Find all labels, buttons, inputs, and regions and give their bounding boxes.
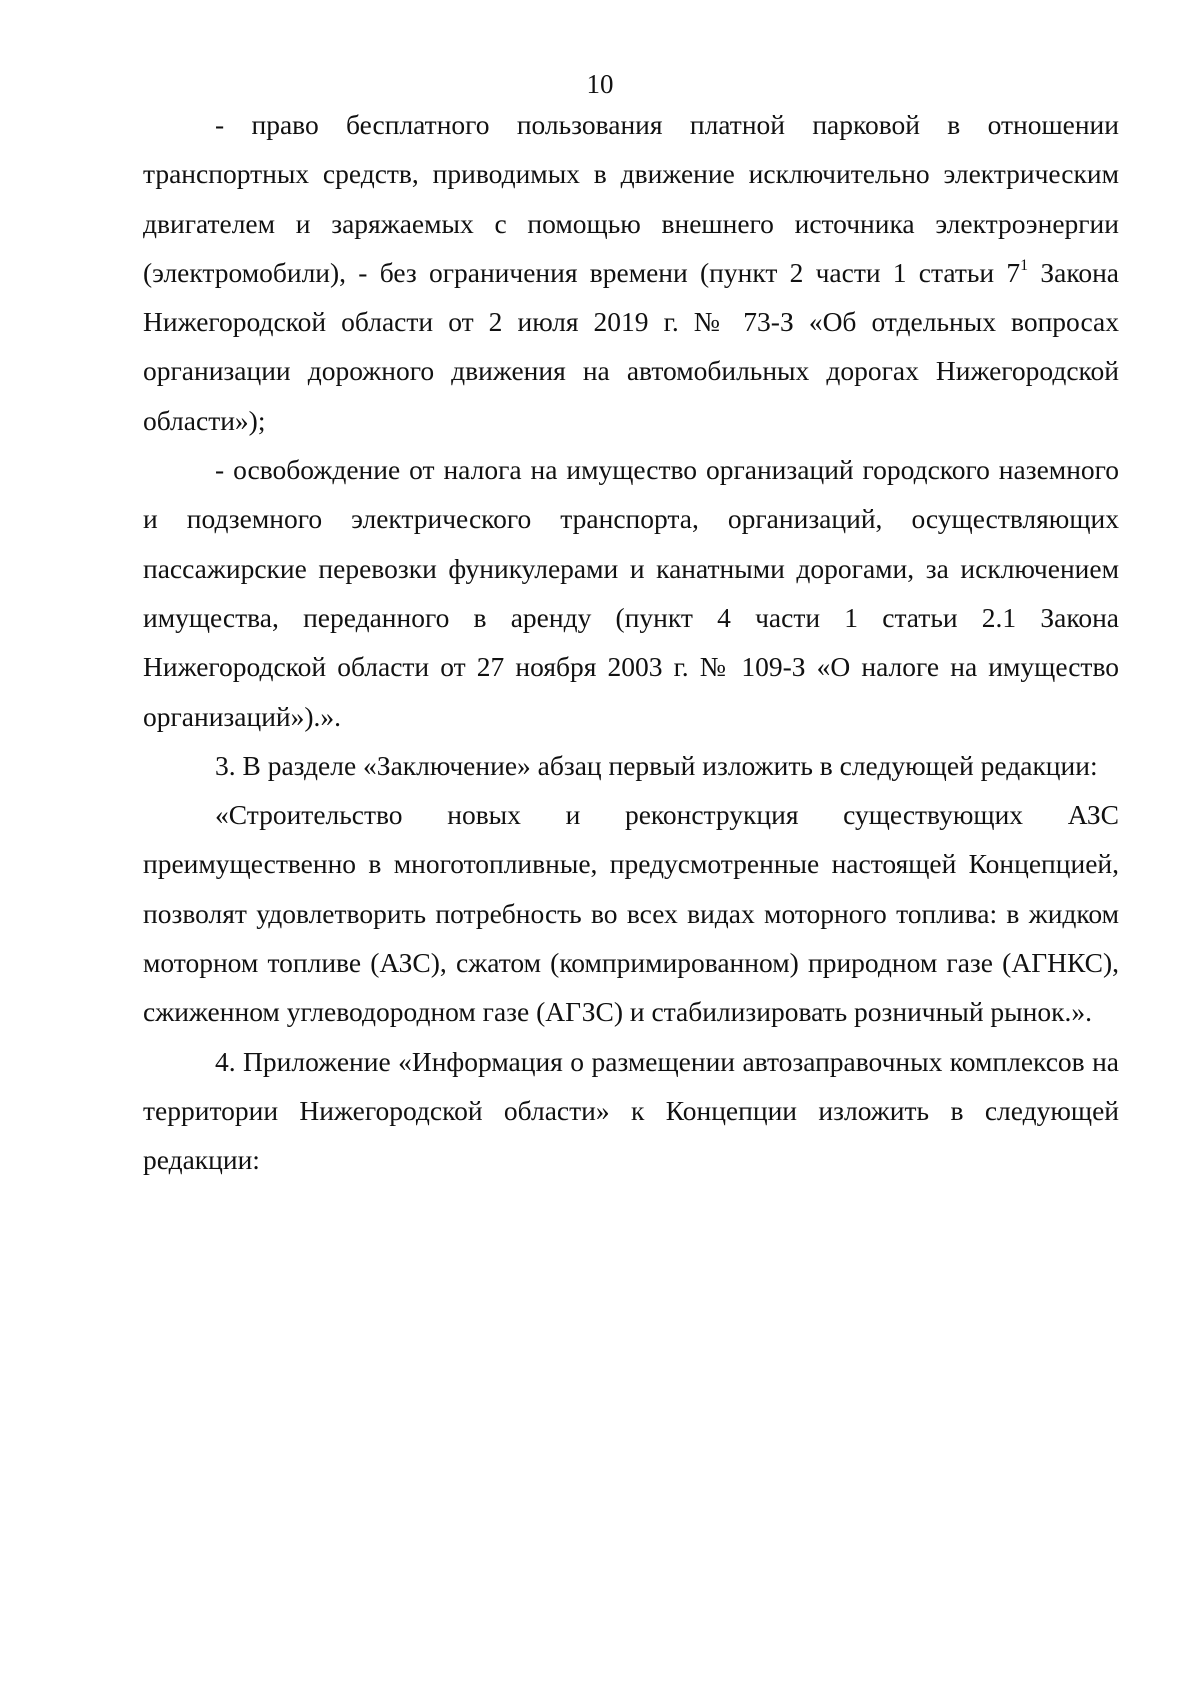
paragraph-conclusion-amendment: 3. В разделе «Заключение» абзац первый изложить в следующей редакции: xyxy=(215,749,1098,781)
paragraph-parking-benefit-text: - право бесплатного пользования платной парковой в отношении транспортных средств, приводимых в движение исключительно электрическим двигателем и заряжаемых с помощью внешнего источника электроэнергии (электромобили), - без ограничения времени (пункт 2 части 1 статьи 7 xyxy=(143,109,1119,288)
paragraph-conclusion-text: «Строительство новых и реконструкция существующих АЗС преимущественно в многотопливные, предусмотренные настоящей Концепцией, позволят удовлетворить потребность во всех видах моторного топлива: в жидком моторном топливе (АЗС), сжатом (компримированном) природном газе (АГНКС), сжиженном углеводородном газе (АГЗС) и стабилизировать розничный рынок.». xyxy=(143,799,1119,1028)
page-number: 10 xyxy=(586,69,614,99)
paragraph-appendix-amendment: 4. Приложение «Информация о размещении автозаправочных комплексов на территории Нижегородской области» к Концепции изложить в следующей редакции: xyxy=(143,1045,1119,1176)
paragraph-tax-exemption: - освобождение от налога на имущество организаций городского наземного и подземного электрического транспорта, организаций, осуществляющих пассажирские перевозки фуникулерами и канатными дорогами, за исключением имущества, переданного в аренду (пункт 4 части 1 статьи 2.1 Закона Нижегородской области от 27 ноября 2003 г. № 109-З «О налоге на имущество организаций»).». xyxy=(143,454,1119,732)
article-superscript: 1 xyxy=(1020,256,1029,274)
document-body xyxy=(143,100,1119,1185)
paragraph-parking-benefit xyxy=(143,100,1119,445)
paragraph-parking-benefit-text-end: Закона Нижегородской области от 2 июля 2019 г. № 73-З «Об отдельных вопросах организации дорожного движения на автомобильных дорогах Нижегородской области»); xyxy=(143,256,1119,436)
